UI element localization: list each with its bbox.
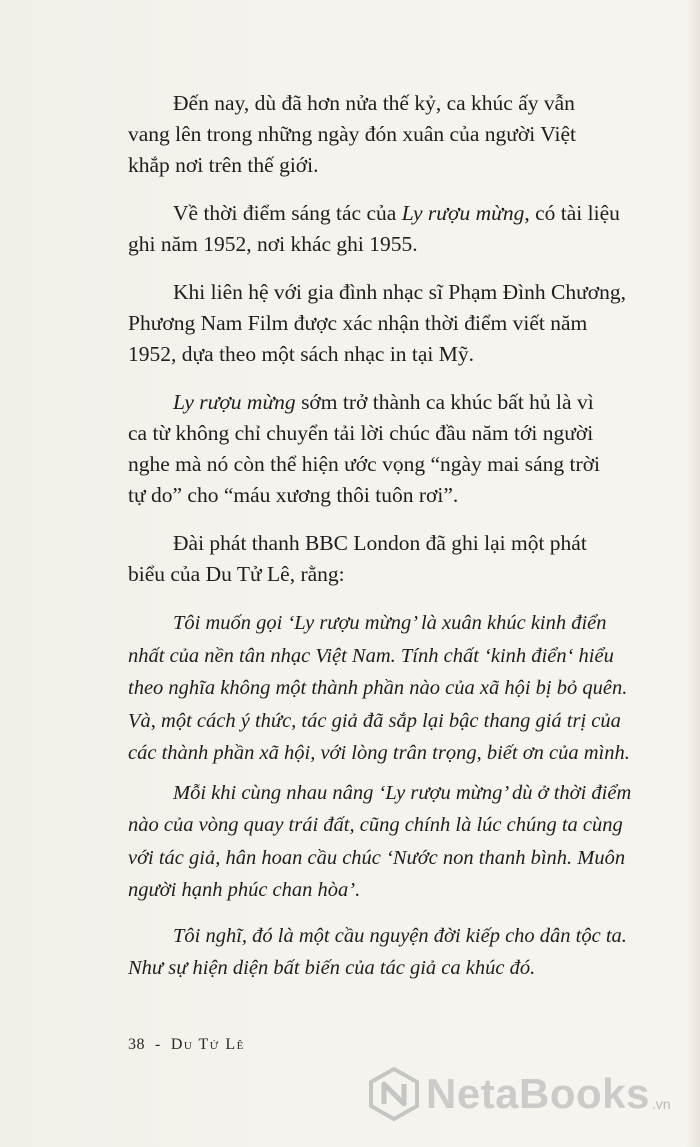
paragraph-3 bbox=[128, 277, 658, 370]
song-title: Ly rượu mừng bbox=[173, 390, 296, 414]
text-line: nghe mà nó còn thể hiện ước vọng “ngày mai sáng trời bbox=[128, 452, 601, 476]
text-line: ghi năm 1952, nơi khác ghi 1955. bbox=[128, 232, 418, 256]
footer-separator: - bbox=[155, 1036, 161, 1053]
netabooks-watermark bbox=[368, 1064, 688, 1124]
text-line bbox=[128, 387, 658, 418]
text-line: khắp nơi trên thế giới. bbox=[128, 153, 319, 177]
text-run: sớm trở thành ca khúc bất hủ là vì bbox=[295, 390, 594, 414]
watermark-tld: .vn bbox=[651, 1096, 671, 1112]
text-line: Khi liên hệ với gia đình nhạc sĩ Phạm Đình Chương, bbox=[173, 280, 627, 304]
text-line bbox=[128, 198, 658, 229]
text-line: Phương Nam Film được xác nhận thời điểm viết năm bbox=[128, 311, 588, 335]
page-number: 38 bbox=[128, 1036, 145, 1053]
quote-line: Tôi muốn gọi ‘Ly rượu mừng’ là xuân khúc kinh điển bbox=[173, 612, 607, 634]
running-author: Du Tử Lê bbox=[170, 1036, 245, 1053]
paragraph-1 bbox=[128, 88, 658, 181]
quote-line: các thành phần xã hội, với lòng trân trọng, biết ơn của mình. bbox=[128, 742, 630, 764]
paragraph-5 bbox=[128, 528, 658, 590]
quote-3 bbox=[128, 920, 658, 985]
quote-line: nhất của nền tân nhạc Việt Nam. Tính chất ‘kinh điển‘ hiểu bbox=[128, 644, 614, 667]
text-line: ca từ không chỉ chuyển tải lời chúc đầu năm tới người bbox=[128, 421, 594, 445]
quote-2 bbox=[128, 777, 658, 907]
text-run: , có tài liệu bbox=[524, 201, 620, 225]
quote-line: Mỗi khi cùng nhau nâng ‘Ly rượu mừng’ dù ở thời điểm bbox=[173, 781, 632, 804]
text-line: 1952, dựa theo một sách nhạc in tại Mỹ. bbox=[128, 342, 475, 366]
paragraph-2 bbox=[128, 198, 658, 260]
quote-1 bbox=[128, 607, 658, 770]
quote-line: nào của vòng quay trái đất, cũng chính là lúc chúng ta cùng bbox=[128, 814, 623, 836]
paragraph-4 bbox=[128, 387, 658, 511]
quote-line: theo nghĩa không một thành phần nào của xã hội bị bỏ quên. bbox=[128, 677, 628, 699]
page-footer bbox=[128, 1036, 245, 1054]
quote-line: Và, một cách ý thức, tác giả đã sắp lại bậc thang giá trị của bbox=[128, 709, 621, 732]
text-line: Đến nay, dù đã hơn nửa thế kỷ, ca khúc ấy vẫn bbox=[173, 91, 575, 115]
song-title: Ly rượu mừng bbox=[401, 201, 525, 225]
quote-line: Như sự hiện diện bất biến của tác giả ca khúc đó. bbox=[128, 957, 536, 979]
text-line: biểu của Du Tử Lê, rằng: bbox=[128, 562, 345, 586]
page-edge-shadow bbox=[686, 0, 700, 1147]
quote-line: với tác giả, hân hoan cầu chúc ‘Nước non thanh bình. Muôn bbox=[128, 846, 626, 869]
watermark-brand: NetaBooks bbox=[426, 1070, 650, 1117]
page-body bbox=[128, 88, 658, 998]
quote-line: Tôi nghĩ, đó là một cầu nguyện đời kiếp cho dân tộc ta. bbox=[173, 924, 627, 947]
text-line: vang lên trong những ngày đón xuân của người Việt bbox=[128, 122, 576, 146]
text-line: tự do” cho “máu xương thôi tuôn rơi”. bbox=[128, 483, 459, 507]
quote-line: người hạnh phúc chan hòa’. bbox=[128, 879, 361, 901]
text-run: Về thời điểm sáng tác của bbox=[173, 201, 402, 225]
netabooks-logo-icon bbox=[368, 1066, 420, 1122]
text-line: Đài phát thanh BBC London đã ghi lại một phát bbox=[173, 531, 587, 555]
